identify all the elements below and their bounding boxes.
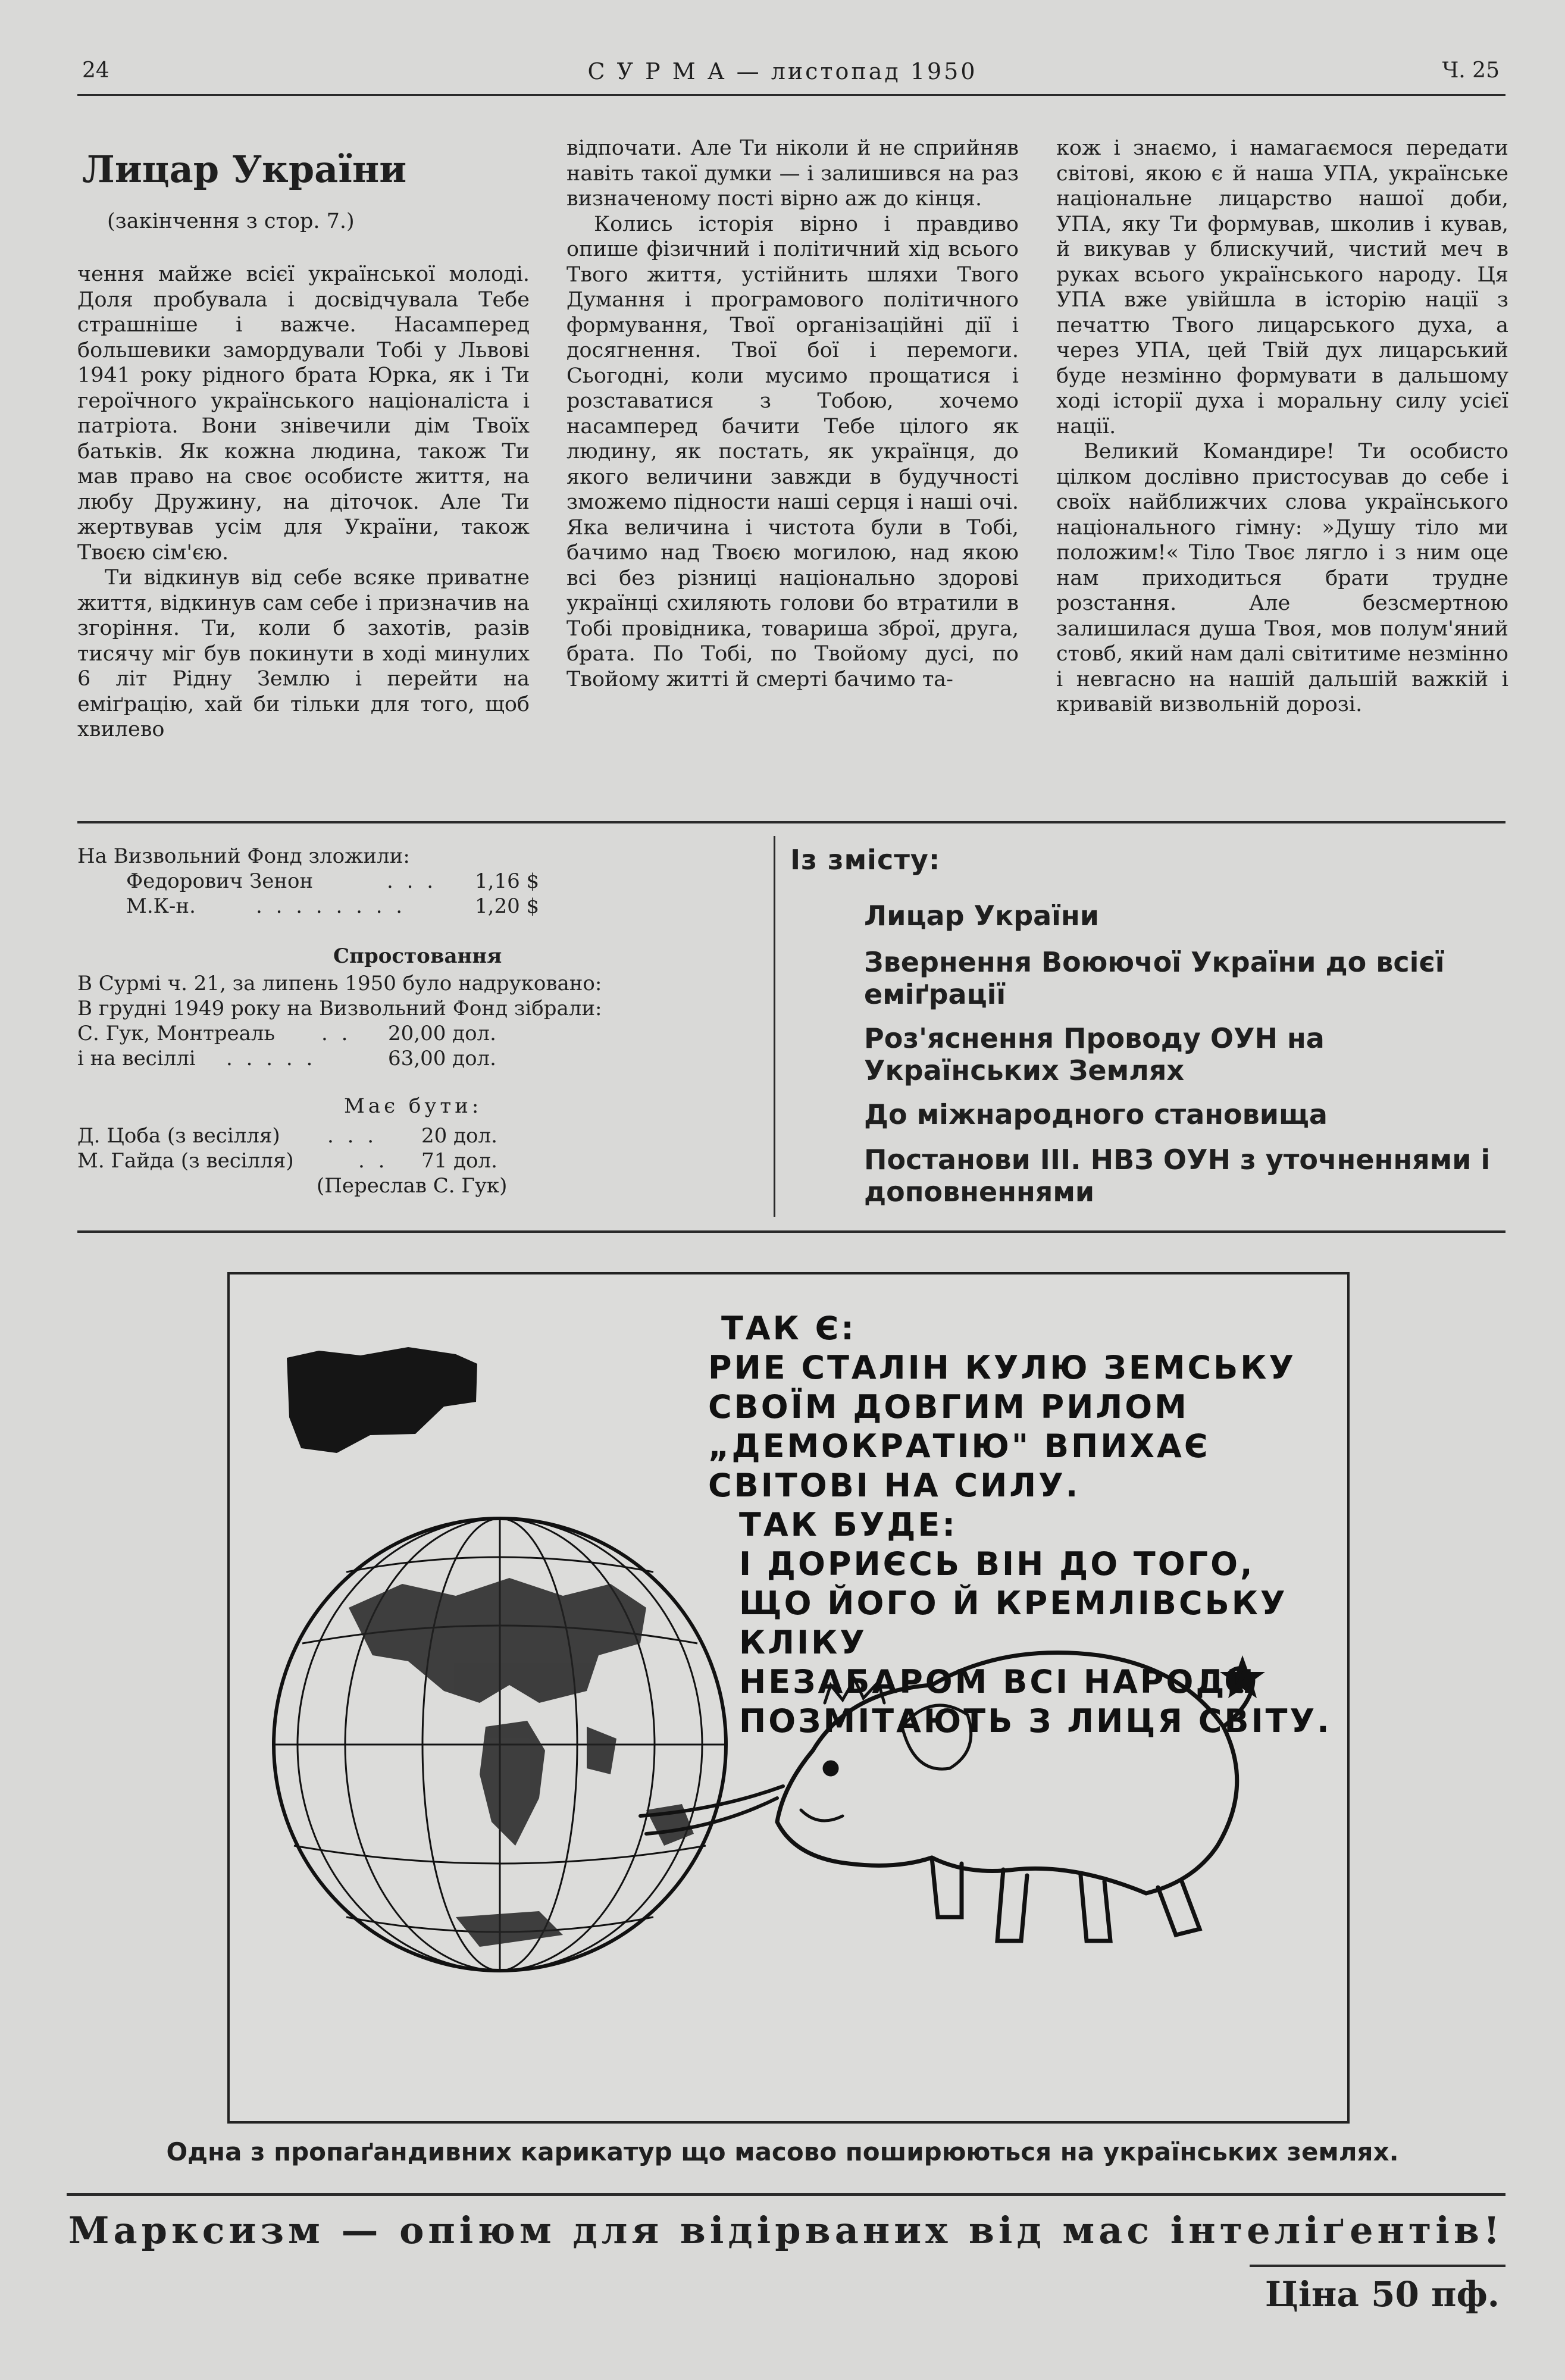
price-rule <box>1250 2265 1505 2267</box>
donor-name: М. Гайда (з весілля) <box>77 1149 294 1173</box>
contents-item: Постанови ІІІ. НВЗ ОУН з уточненнями і доповненнями <box>864 1144 1491 1208</box>
article-subtitle: (закінчення з стор. 7.) <box>107 209 355 233</box>
donor-amount: 71 дол. <box>421 1149 497 1173</box>
donations-heading: На Визвольний Фонд зложили: <box>77 844 410 868</box>
footer-rule <box>67 2193 1505 2196</box>
section-divider <box>77 821 1505 823</box>
continents <box>349 1578 694 1947</box>
header-rule <box>77 94 1505 96</box>
paragraph: Ти відкинув від себе всяке приватне життя, відкинув сам себе і призначив на згоріння. Ти, коли б захотів, разів тисячу міг був покинути в ході минулих 6 літ Рідну Землю і перейти на еміґрацію, хай би тільки для того, щоб хвилево <box>77 566 530 741</box>
cartoon-line: ТАК БУДЕ: <box>739 1506 957 1543</box>
donor-name: С. Гук, Монтреаль <box>77 1022 276 1045</box>
contents-heading: Із змісту: <box>790 844 941 876</box>
contents-item: Роз'яснення Проводу ОУН на Українських Землях <box>864 1022 1325 1086</box>
donor-name: Д. Цоба (з весілля) <box>77 1124 280 1148</box>
paragraph: Колись історія вірно і правдиво опише фізичний і політичний хід всього Твого життя, устійнить шляхи Твого Думання і програмового політичного формування, Твої організаційні дії і досягнення. Твої бої і перемоги. Сьогодні, коли мусимо прощатися і розставатися з Тобою, хочемо насамперед бачити Тебе цілого як людину, як постать, як українця, до якого величини завжди в будучності зможемо підности наші серця і наші очі. Яка величина і чистота були в Тобі, бачимо над Твоєю могилою, над якою всі без різниці національно здорові українці схиляють голови бо втратили в Тобі провідника, товариша зброї, друга, брата. По Тобі, по Твойому дусі, по Твойому житті й смерті бачимо та- <box>566 212 1019 691</box>
article-column-1 <box>77 262 530 743</box>
cartoon-line: СВОЇМ ДОВГИМ РИЛОМ <box>708 1388 1189 1426</box>
donor-name: Федорович Зенон <box>126 869 314 893</box>
paragraph: чення майже всієї української молоді. Доля пробувала і досвідчувала Тебе страшніше і важче. Насамперед большевики замордували Тобі у Львові 1941 року рідного брата Юрка, як і Ти героїчного українського націоналіста і патріота. Вони знівечили дім Твоїх батьків. Як кожна людина, також Ти мав право на своє особисте життя, на любу Дружину, на діточок. Але Ти жертвував усім для України, також Твоєю сім'єю. <box>77 262 530 565</box>
cartoon-caption: Одна з пропаґандивних карикатур що масово поширюються на українських землях. <box>166 2137 1399 2166</box>
leader-dots: . . . <box>327 1124 378 1148</box>
cartoon-text <box>708 1309 1347 1741</box>
cartoon-line: ТАК Є: <box>721 1310 856 1347</box>
leader-dots: . . . <box>387 869 437 893</box>
column-divider <box>774 836 775 1217</box>
donor-amount: 1,16 $ <box>475 869 540 893</box>
paragraph: кож і знаємо, і намагаємося передати світові, якою є й наша УПА, українське національне лицарство нашої доби, УПА, яку Ти формував, школив і кував, й викував у блискучий, чистий меч в руках всього українського народу. Ця УПА вже увійшла в історію нації з печаттю Твого лицарського духа, а через УПА, цей Твій дух лицарський буде незмінно формувати в дальшому ході історії духа і моральну силу усієї нації. <box>1056 136 1508 439</box>
slogan: Марксизм — опіюм для відірваних від мас інтеліґентів! <box>68 2209 1504 2252</box>
sender-note: (Переслав С. Гук) <box>317 1174 508 1198</box>
leader-dots: . . . . . <box>226 1047 317 1070</box>
cartoon-line: СВІТОВІ НА СИЛУ. <box>708 1467 1081 1504</box>
donor-amount: 20,00 дол. <box>388 1022 496 1045</box>
contents-item: Лицар України <box>864 900 1099 932</box>
donations-block <box>77 844 756 1225</box>
article-column-3 <box>1056 136 1508 718</box>
cartoon-line: І ДОРИЄСЬ ВІН ДО ТОГО, <box>739 1545 1255 1583</box>
leader-dots: . . <box>321 1022 352 1045</box>
issue-number: Ч. 25 <box>1442 58 1500 83</box>
cartoon-line: ЩО ЙОГО Й КРЕМЛІВСЬКУ КЛІКУ <box>739 1584 1288 1661</box>
correction-title: Спростовання <box>333 944 502 968</box>
correction-line: В грудні 1949 року на Визвольний Фонд зібрали: <box>77 997 602 1020</box>
cartoon-line: ПОЗМІТАЮТЬ З ЛИЦЯ СВІТУ. <box>739 1702 1332 1740</box>
donor-amount: 63,00 дол. <box>388 1047 496 1070</box>
should-be-title: Має бути: <box>344 1094 483 1118</box>
paragraph: відпочати. Але Ти ніколи й не сприйняв навіть такої думки — і залишився на раз визначеному пості вірно аж до кінця. <box>566 136 1019 211</box>
correction-line: В Сурмі ч. 21, за липень 1950 було надруковано: <box>77 972 602 995</box>
price: Ціна 50 пф. <box>1264 2274 1500 2315</box>
paragraph: Великий Командире! Ти особисто цілком дослівно пристосував до себе і своїх найближчих слова українського національного гімну: »Душу тіло ми положим!« Тіло Твоє лягло і з ним оце нам приходиться брати трудне розстання. Але безсмертною залишилася душа Твоя, мов полум'яний стовб, який нам далі світитиме незмінно і невгасно на нашій дальшій важкій і кривавій визвольній дорозі. <box>1056 440 1508 716</box>
cartoon-line: НЕЗАБАРОМ ВСІ НАРОДИ <box>739 1663 1256 1701</box>
cartoon-line: РИЕ СТАЛІН КУЛЮ ЗЕМСЬКУ <box>708 1349 1297 1386</box>
donor-amount: 20 дол. <box>421 1124 497 1148</box>
running-title: С У Р М А — листопад 1950 <box>587 58 978 84</box>
donor-name: М.К-н. <box>126 894 196 918</box>
ink-smudge <box>287 1347 477 1453</box>
page-number: 24 <box>82 58 109 83</box>
article-title: Лицар України <box>82 148 407 191</box>
cartoon-line: „ДЕМОКРАТІЮ" ВПИХАЄ <box>708 1427 1210 1465</box>
donor-amount: 1,20 $ <box>475 894 540 918</box>
cartoon-frame <box>227 1272 1350 2124</box>
section-divider <box>77 1230 1505 1233</box>
contents-item: До міжнародного становища <box>864 1098 1328 1130</box>
article-column-2 <box>566 136 1019 692</box>
contents-item: Звернення Воюючої України до всієї еміґрації <box>864 946 1445 1010</box>
leader-dots: . . <box>358 1149 389 1173</box>
leader-dots: . . . . . . . . <box>256 894 406 918</box>
donor-name: і на весіллі <box>77 1047 196 1070</box>
